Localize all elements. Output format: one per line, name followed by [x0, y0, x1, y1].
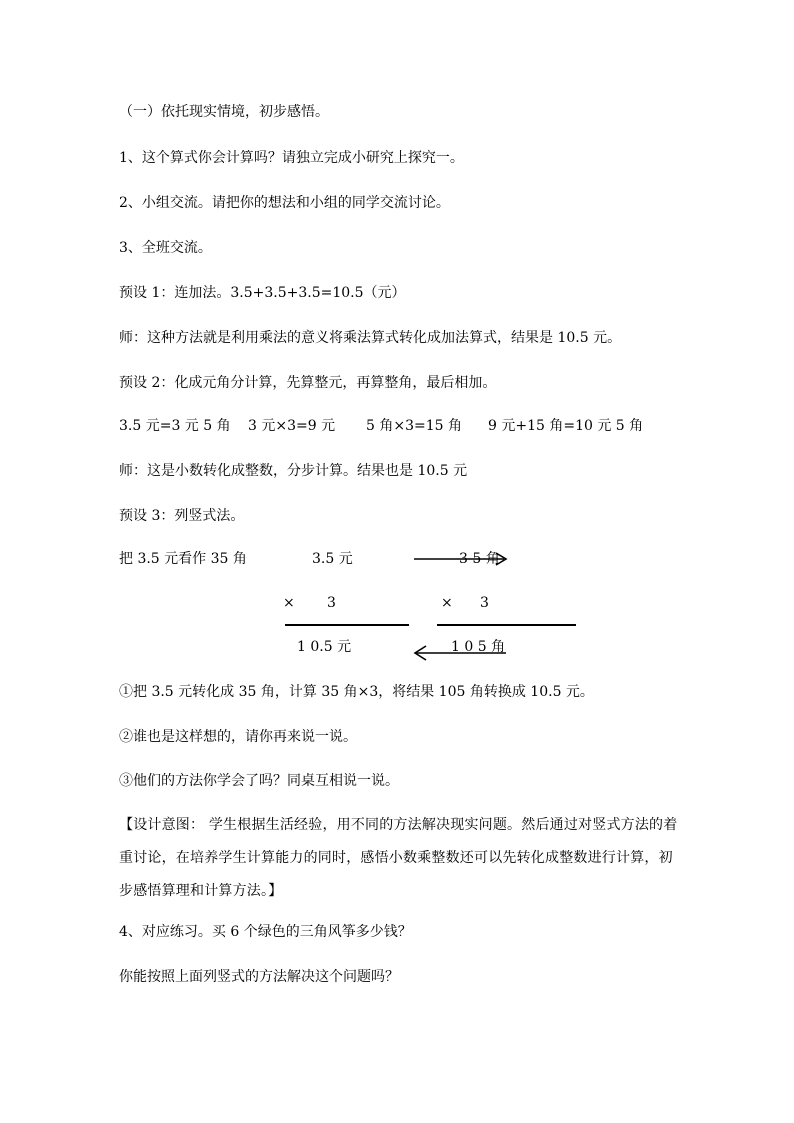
vertical-intro: 把 3.5 元看作 35 角: [119, 551, 247, 567]
conversion-step-2: 3 元×3=9 元: [248, 418, 336, 434]
note-2: ②谁也是这样想的，请你再来说一说。: [119, 729, 357, 745]
left-multiplicand: 3.5 元: [312, 551, 353, 567]
preset-2: 预设 2：化成元角分计算，先算整元，再算整角，最后相加。: [119, 375, 497, 391]
preset-1: 预设 1：连加法。3.5+3.5+3.5=10.5（元）: [119, 285, 406, 301]
convert-right-arrow-icon: [410, 550, 510, 570]
right-result-rule: [437, 624, 576, 626]
note-3: ③他们的方法你学会了吗？同桌互相说一说。: [119, 773, 399, 789]
teacher-comment-1: 师：这种方法就是利用乘法的意义将乘法算式转化成加法算式，结果是 10.5 元。: [119, 330, 622, 346]
design-intent: 【设计意图： 学生根据生活经验，用不同的方法解决现实问题。然后通过对竖式方法的着重讨论，在培养学生计算能力的同时，感悟小数乘整数还可以先转化成整数进行计算，初步感悟算理和计算方法。】: [119, 817, 678, 899]
convert-left-arrow-icon: [410, 643, 510, 663]
left-multiplier: 3: [327, 595, 336, 611]
right-multiplier: 3: [480, 595, 489, 611]
conversion-step-1: 3.5 元=3 元 5 角: [119, 418, 231, 434]
teacher-comment-2: 师：这是小数转化成整数，分步计算。结果也是 10.5 元: [119, 463, 468, 479]
note-1: ①把 3.5 元转化成 35 角，计算 35 角×3，将结果 105 角转换成 10.5 元。: [119, 684, 594, 700]
left-result-rule: [285, 624, 409, 626]
right-multiply-sign: ×: [441, 595, 453, 611]
step-4: 4、对应练习。买 6 个绿色的三角风筝多少钱？: [119, 924, 412, 940]
step-1: 1、这个算式你会计算吗？请独立完成小研究上探究一。: [119, 150, 464, 166]
right-result: 1 0 5 角: [451, 639, 506, 655]
section-title: （一）依托现实情境，初步感悟。: [119, 104, 329, 120]
left-multiply-sign: ×: [283, 595, 295, 611]
right-multiplicand: 3 5 角: [459, 551, 500, 567]
step-2: 2、小组交流。请把你的想法和小组的同学交流讨论。: [119, 195, 450, 211]
conversion-step-3: 5 角×3=15 角: [366, 418, 462, 434]
final-question: 你能按照上面列竖式的方法解决这个问题吗？: [119, 969, 399, 985]
left-result: 1 0.5 元: [297, 639, 352, 655]
preset-3: 预设 3：列竖式法。: [119, 508, 245, 524]
conversion-step-4: 9 元+15 角=10 元 5 角: [488, 418, 644, 434]
step-3: 3、全班交流。: [119, 240, 212, 256]
